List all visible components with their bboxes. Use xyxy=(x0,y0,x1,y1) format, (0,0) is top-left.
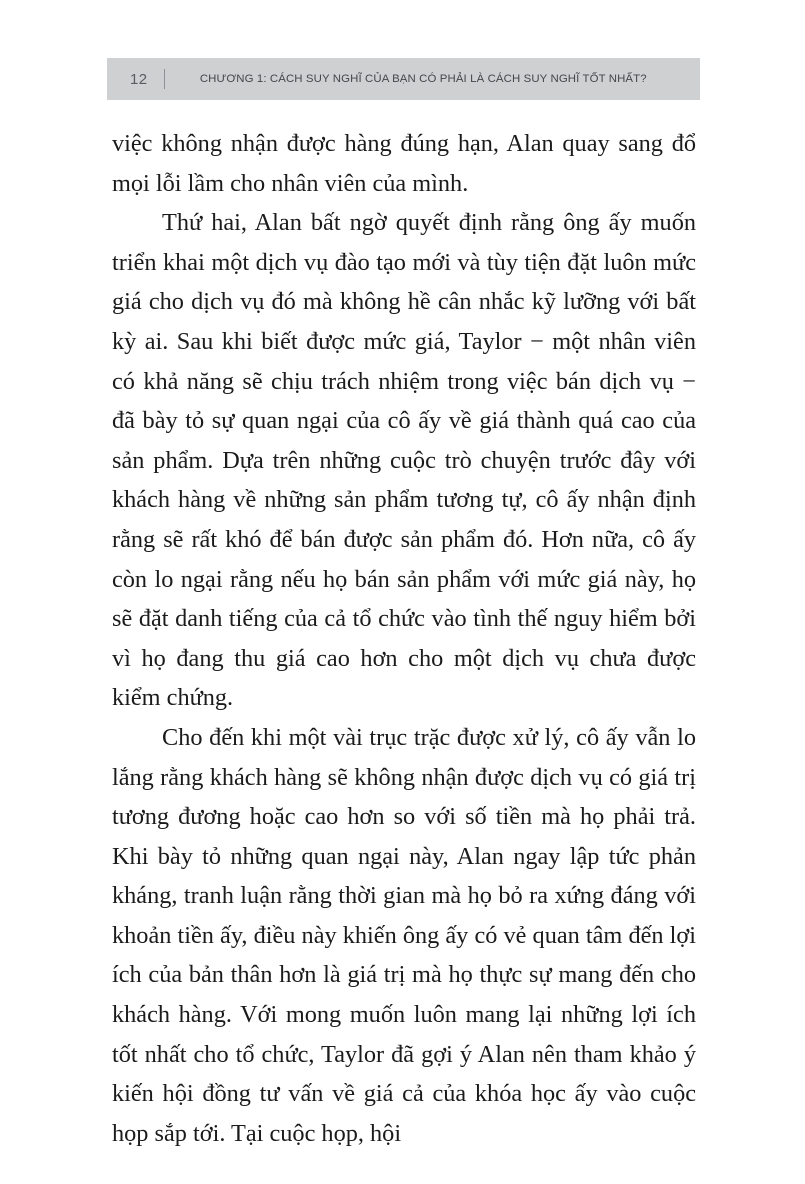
chapter-title: CHƯƠNG 1: CÁCH SUY NGHĨ CỦA BẠN CÓ PHẢI LÀ CÁCH SUY NGHĨ TỐT NHẤT? xyxy=(199,73,647,85)
body-text-column xyxy=(112,124,696,1153)
paragraph: việc không nhận được hàng đúng hạn, Alan quay sang đổ mọi lỗi lầm cho nhân viên của mình. xyxy=(112,130,696,197)
paragraph: Cho đến khi một vài trục trặc được xử lý, cô ấy vẫn lo lắng rằng khách hàng sẽ không nhận được dịch vụ có giá trị tương đương hoặc cao hơn so với số tiền mà họ phải trả. Khi bày tỏ những quan ngại này, Alan ngay lập tức phản kháng, tranh luận rằng thời gian mà họ bỏ ra xứng đáng với khoản tiền ấy, điều này khiến ông ấy có vẻ quan tâm đến lợi ích của bản thân hơn là giá trị mà họ thực sự mang đến cho khách hàng. Với mong muốn luôn mang lại những lợi ích tốt nhất cho tổ chức, Taylor đã gợi ý Alan nên tham khảo ý kiến hội đồng tư vấn về giá cả của khóa học ấy vào cuộc họp sắp tới. Tại cuộc họp, hội xyxy=(112,723,696,1147)
paragraph: Thứ hai, Alan bất ngờ quyết định rằng ông ấy muốn triển khai một dịch vụ đào tạo mới và tùy tiện đặt luôn mức giá cho dịch vụ đó mà không hề cân nhắc kỹ lưỡng với bất kỳ ai. Sau khi biết được mức giá, Taylor − một nhân viên có khả năng sẽ chịu trách nhiệm trong việc bán dịch vụ − đã bày tỏ sự quan ngại của cô ấy về giá thành quá cao của sản phẩm. Dựa trên những cuộc trò chuyện trước đây với khách hàng về những sản phẩm tương tự, cô ấy nhận định rằng sẽ rất khó để bán được sản phẩm đó. Hơn nữa, cô ấy còn lo ngại rằng nếu họ bán sản phẩm với mức giá này, họ sẽ đặt danh tiếng của cả tổ chức vào tình thế nguy hiểm bởi vì họ đang thu giá cao hơn cho một dịch vụ chưa được kiểm chứng. xyxy=(112,209,696,712)
running-header xyxy=(107,58,700,100)
page-number: 12 xyxy=(130,70,148,88)
